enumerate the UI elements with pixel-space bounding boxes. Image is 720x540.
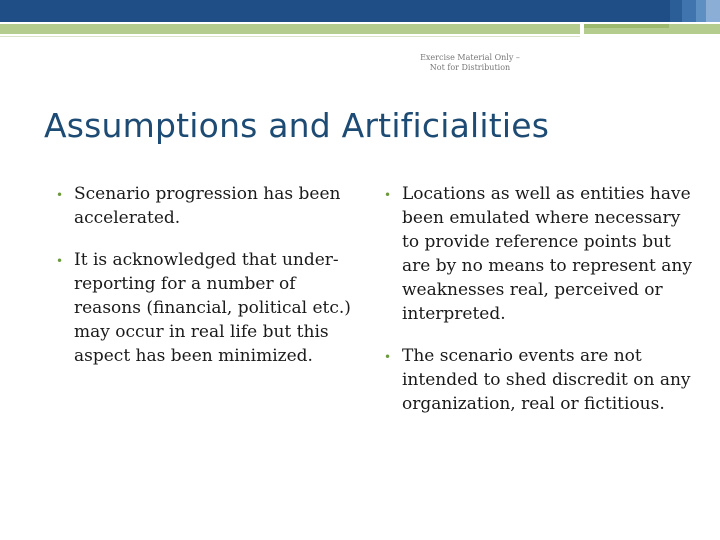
bullet-icon: • xyxy=(56,254,64,268)
accent-line-tab xyxy=(584,24,669,28)
bullet-item xyxy=(384,344,694,416)
distribution-notice xyxy=(405,53,535,73)
bullet-icon: • xyxy=(384,188,392,202)
divider xyxy=(0,36,580,37)
accent-line xyxy=(0,24,720,34)
bullet-icon: • xyxy=(384,350,392,364)
notice-line-1: Exercise Material Only – xyxy=(420,53,520,62)
header-bar-segment xyxy=(682,0,696,22)
bullet-text: Locations as well as entities have been emulated where necessary to provide reference points but are by no means to represent any weaknesses real, perceived or interpreted. xyxy=(402,184,692,324)
slide-title: Assumptions and Artificialities xyxy=(44,106,550,145)
header-bar-segment xyxy=(696,0,706,22)
notice-line-2: Not for Distribution xyxy=(429,63,511,72)
header-bar-segment xyxy=(670,0,682,22)
bullet-item xyxy=(384,182,694,326)
bullet-text: The scenario events are not intended to shed discredit on any organization, real or fictitious. xyxy=(402,346,691,414)
header-bar xyxy=(0,0,720,22)
bullet-item xyxy=(56,182,364,230)
bullet-icon: • xyxy=(56,188,64,202)
left-bullet-list xyxy=(56,182,364,386)
bullet-text: It is acknowledged that under-reporting for a number of reasons (financial, political etc.) may occur in real life but this aspect has been minimized. xyxy=(74,250,351,366)
header-bar-segment xyxy=(706,0,720,22)
bullet-text: Scenario progression has been accelerated. xyxy=(74,184,341,228)
bullet-item xyxy=(56,248,364,368)
right-bullet-list xyxy=(384,182,694,434)
